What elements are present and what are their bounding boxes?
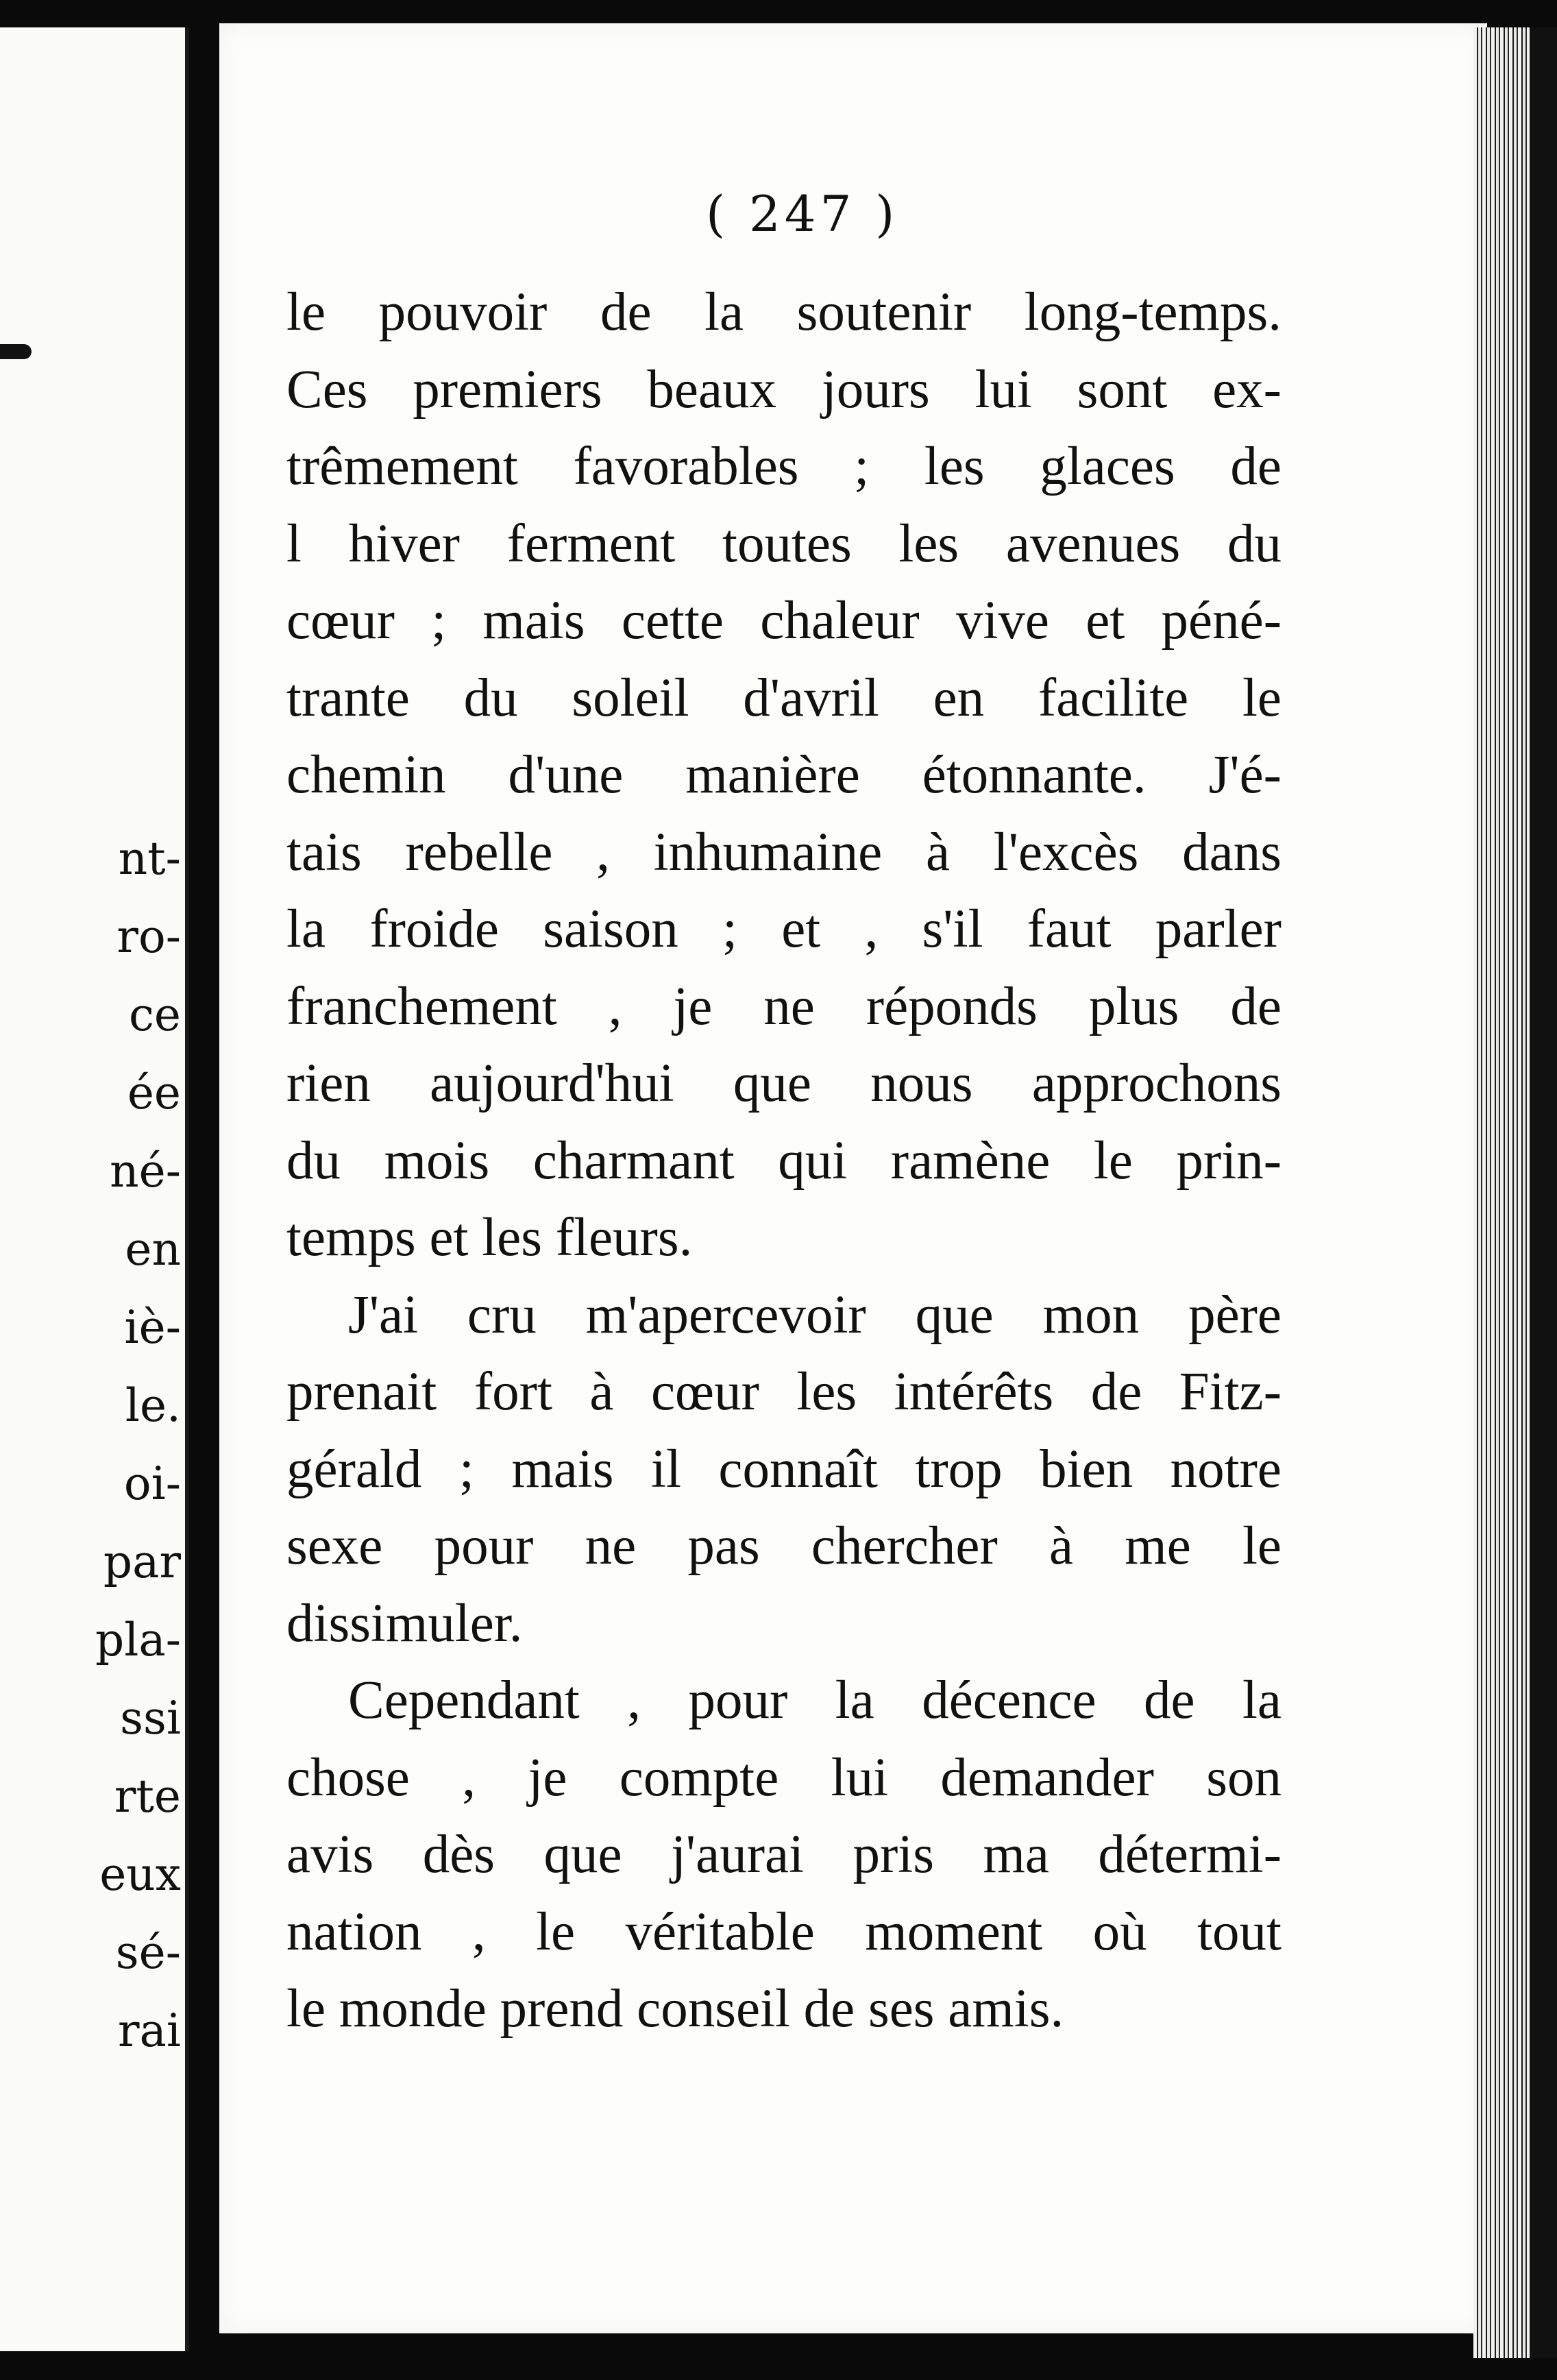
text-line: le monde prend conseil de ses amis. [286, 1979, 1064, 2039]
text-line: rien aujourd'hui que nous approchons [286, 1054, 1282, 1113]
text-line: Ces premiers beaux jours lui sont ex- [286, 359, 1282, 420]
text-line: la froide saison ; et , s'il faut parler [286, 899, 1282, 959]
left-margin-fragment: par [103, 1535, 181, 1588]
left-margin-fragment: en [125, 1223, 181, 1276]
left-margin-fragment: ro- [117, 910, 181, 963]
text-line: sexe pour ne pas chercher à me le [286, 1516, 1282, 1576]
text-line: gérald ; mais il connaît trop bien notre [286, 1439, 1282, 1499]
text-line: l hiver ferment toutes les avenues du [286, 513, 1282, 574]
text-line: dissimuler. [286, 1593, 523, 1653]
left-margin-fragment: rte [114, 1770, 181, 1823]
text-line: cœur ; mais cette chaleur vive et péné- [286, 591, 1282, 651]
text-line: chemin d'une manière étonnante. J'é- [286, 745, 1282, 805]
text-line: du mois charmant qui ramène le prin- [286, 1130, 1282, 1191]
left-margin-fragment: eux [99, 1848, 181, 1901]
left-page-ink-mark [0, 344, 32, 359]
text-line: le pouvoir de la soutenir long-temps. [286, 282, 1282, 342]
page-edges [1473, 27, 1557, 2358]
left-margin-fragment: rai [117, 2004, 181, 2057]
left-margin-fragment: ce [128, 988, 181, 1041]
text-line: avis dès que j'aurai pris ma détermi- [286, 1825, 1282, 1884]
left-margin-fragment: ssi [120, 1692, 181, 1745]
text-line: prenait fort à cœur les intérêts de Fitz- [286, 1362, 1282, 1422]
left-margin-fragment: né- [110, 1145, 181, 1198]
text-line: Cependant , pour la décence de la [348, 1671, 1282, 1730]
text-line: J'ai cru m'apercevoir que mon père [348, 1285, 1282, 1345]
text-line: tais rebelle , inhumaine à l'excès dans [286, 822, 1282, 882]
text-line: nation , le véritable moment où tout [286, 1902, 1282, 1962]
text-line: temps et les fleurs. [286, 1208, 693, 1267]
text-line: franchement , je ne réponds plus de [286, 976, 1282, 1036]
left-margin-fragment: pla- [95, 1614, 181, 1666]
left-margin-fragment: iè- [124, 1301, 181, 1354]
page-body-text [286, 274, 1282, 2048]
text-line: trante du soleil d'avril en facilite le [286, 668, 1282, 728]
left-margin-fragment: sé- [115, 1926, 181, 1979]
left-margin-fragment: oi- [123, 1457, 181, 1510]
book-edge-shadow [1530, 27, 1557, 2358]
left-margin-fragment: nt- [118, 832, 181, 885]
text-line: trêmement favorables ; les glaces de [286, 437, 1282, 496]
left-facing-page [0, 27, 189, 2351]
left-margin-fragment: le. [125, 1379, 181, 1432]
text-line: chose , je compte lui demander son [286, 1747, 1282, 1808]
left-margin-fragment: ée [127, 1067, 181, 1119]
page-number: ( 247 ) [706, 185, 899, 243]
